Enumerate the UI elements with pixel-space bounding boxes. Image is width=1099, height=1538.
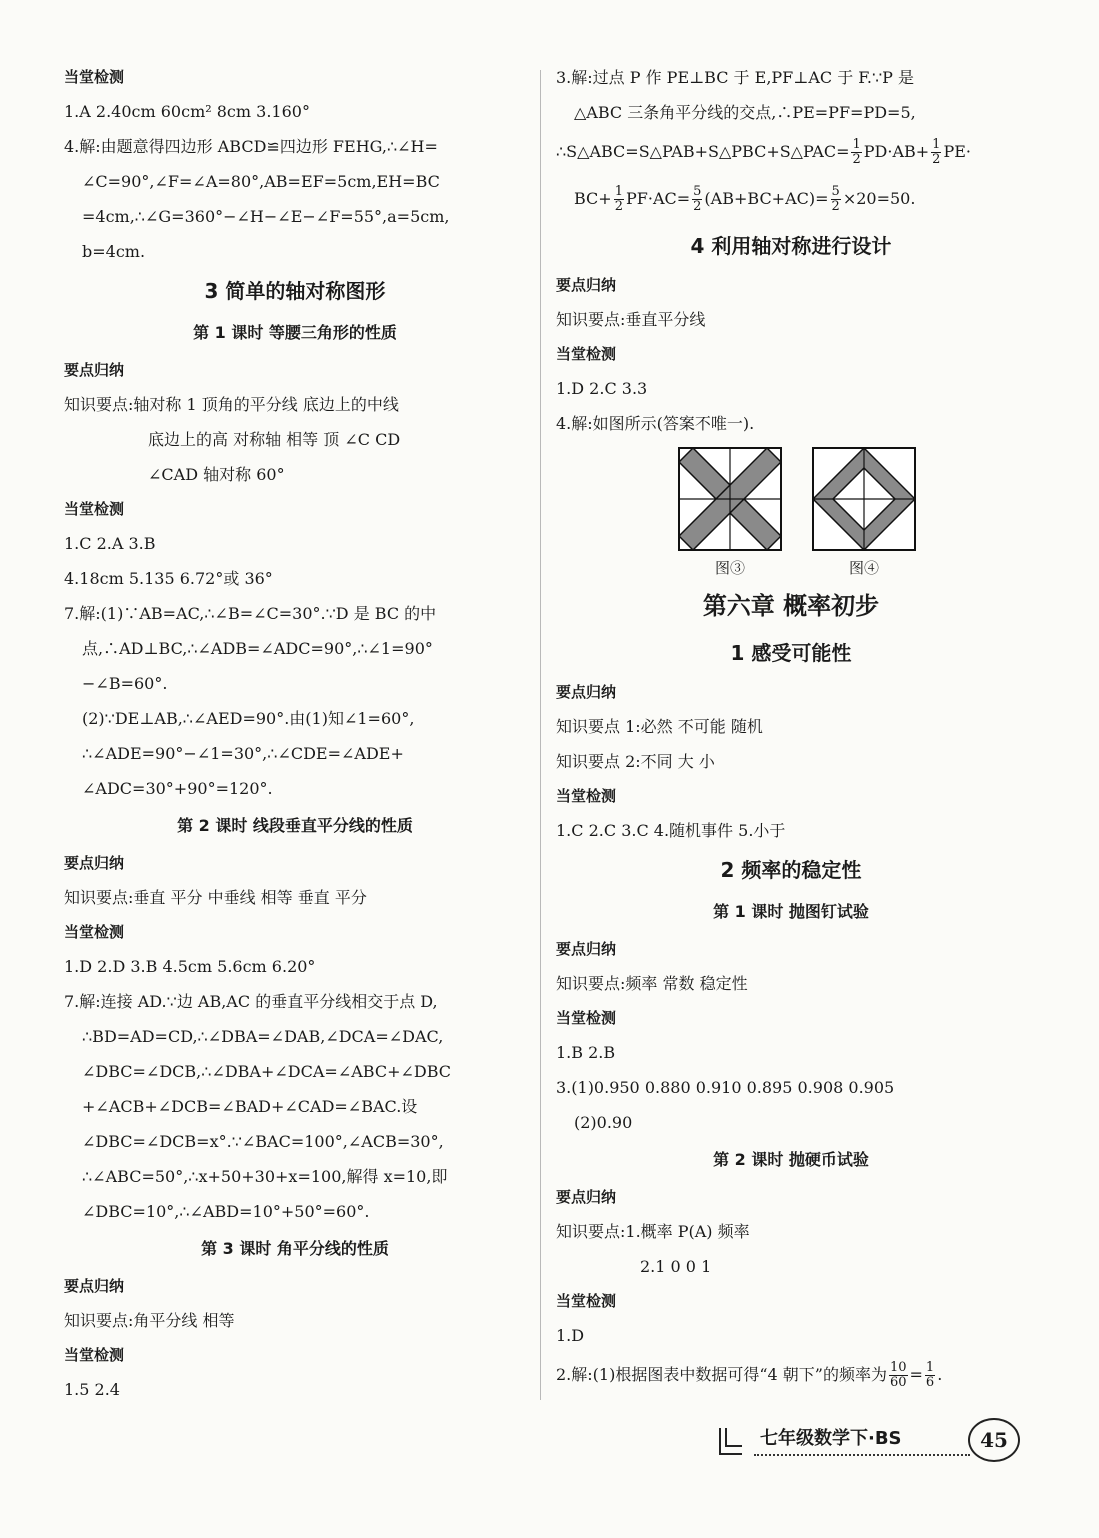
section-title: 3 简单的轴对称图形 bbox=[204, 279, 386, 303]
answer-line: 知识要点:1.概率 P(A) 频率 bbox=[556, 1222, 750, 1241]
area-term: PD·AB+ bbox=[863, 142, 930, 161]
symmetry-figures bbox=[556, 447, 1026, 581]
figure-4 bbox=[812, 447, 916, 581]
area-equation-line-1 bbox=[556, 130, 1026, 174]
answer-line: ∠DBC=10°,∴∠ABD=10°+50°=60°. bbox=[82, 1202, 370, 1221]
answer-line: 知识要点:轴对称 1 顶角的平分线 底边上的中线 bbox=[64, 395, 399, 414]
section-title: 4 利用轴对称进行设计 bbox=[690, 234, 892, 258]
left-column bbox=[64, 60, 526, 1407]
diamond-pattern-figure bbox=[812, 447, 916, 551]
column-divider bbox=[540, 70, 541, 1400]
answer-line: 知识要点:角平分线 相等 bbox=[64, 1311, 235, 1330]
answer-line: 知识要点:频率 常数 稳定性 bbox=[556, 974, 748, 993]
answer-line: ∴∠ABC=50°,∴x+50+30+x=100,解得 x=10,即 bbox=[82, 1167, 448, 1186]
answer-line: 点,∴AD⊥BC,∴∠ADB=∠ADC=90°,∴∠1=90° bbox=[82, 639, 433, 658]
x-pattern-figure bbox=[678, 447, 782, 551]
section-heading: 要点归纳 bbox=[556, 683, 617, 701]
section-heading: 要点归纳 bbox=[64, 854, 125, 872]
section-heading: 当堂检测 bbox=[64, 500, 125, 518]
book-title: 七年级数学下·BS bbox=[760, 1428, 902, 1449]
answer-line: (2)∵DE⊥AB,∴∠AED=90°.由(1)知∠1=60°, bbox=[82, 709, 415, 728]
section-heading: 当堂检测 bbox=[64, 1346, 125, 1364]
lesson-title: 第 1 课时 等腰三角形的性质 bbox=[193, 323, 397, 342]
fraction-one-sixth: $\frac{1}{6}$ bbox=[925, 1360, 935, 1390]
answer-line: 4.18cm 5.135 6.72°或 36° bbox=[64, 569, 273, 588]
answer-line: 1.D 2.C 3.3 bbox=[556, 379, 648, 398]
section-heading: 要点归纳 bbox=[556, 276, 617, 294]
answer-line: ∴BD=AD=CD,∴∠DBA=∠DAB,∠DCA=∠DAC, bbox=[82, 1027, 444, 1046]
answer-line: 1.D 2.D 3.B 4.5cm 5.6cm 6.20° bbox=[64, 957, 316, 976]
page-footer bbox=[718, 1418, 1018, 1478]
frequency-line: 2.解:(1)根据图表中数据可得“4 朝下”的频率为 $\frac{10}{60}$ = $\frac{1}{6}$ . bbox=[556, 1360, 943, 1390]
fraction-ten-sixtieths: $\frac{10}{60}$ bbox=[889, 1360, 907, 1390]
right-column bbox=[556, 60, 1026, 1397]
answer-line: (2)0.90 bbox=[574, 1113, 633, 1132]
answer-line: ∠DBC=∠DCB,∴∠DBA+∠DCA=∠ABC+∠DBC bbox=[82, 1062, 452, 1081]
figure-3-caption: 图③ bbox=[714, 559, 745, 577]
answer-line: 1.C 2.A 3.B bbox=[64, 534, 156, 553]
answer-line: 7.解:(1)∵AB=AC,∴∠B=∠C=30°.∵D 是 BC 的中 bbox=[64, 604, 437, 623]
answer-line: 1.A 2.40cm 60cm² 8cm 3.160° bbox=[64, 102, 310, 121]
answer-line: +∠ACB+∠DCB=∠BAD+∠CAD=∠BAC.设 bbox=[82, 1097, 418, 1116]
answer-line: 4.解:由题意得四边形 ABCD≌四边形 FEHG,∴∠H= bbox=[64, 137, 438, 156]
answer-line: 知识要点 1:必然 不可能 随机 bbox=[556, 717, 763, 736]
section-heading: 当堂检测 bbox=[64, 68, 125, 86]
section-heading: 当堂检测 bbox=[556, 345, 617, 363]
area-term: PE· bbox=[943, 142, 971, 161]
section-heading: 要点归纳 bbox=[556, 1188, 617, 1206]
fraction-five-halves: $\frac{5}{2}$ bbox=[693, 184, 702, 214]
section-heading: 要点归纳 bbox=[556, 940, 617, 958]
area-equation-line-2: BC+ $\frac{1}{2}$ PF·AC= $\frac{5}{2}$ (AB+BC+AC)= $\frac{5}{2}$ ×20=50. bbox=[574, 184, 916, 214]
answer-line: 3.解:过点 P 作 PE⊥BC 于 E,PF⊥AC 于 F.∵P 是 bbox=[556, 68, 915, 87]
section-title: 1 感受可能性 bbox=[730, 641, 852, 665]
answer-line: ∠DBC=∠DCB=x°.∵∠BAC=100°,∠ACB=30°, bbox=[82, 1132, 444, 1151]
answer-line: ∴∠ADE=90°−∠1=30°,∴∠CDE=∠ADE+ bbox=[82, 744, 404, 763]
answer-line: 1.D bbox=[556, 1326, 585, 1345]
chapter-title: 第六章 概率初步 bbox=[702, 592, 880, 620]
answer-line: 1.5 2.4 bbox=[64, 1380, 120, 1399]
page-number: 45 bbox=[968, 1418, 1020, 1462]
answer-line: −∠B=60°. bbox=[82, 674, 168, 693]
answer-line: 3.(1)0.950 0.880 0.910 0.895 0.908 0.905 bbox=[556, 1078, 895, 1097]
answer-line: 1.B 2.B bbox=[556, 1043, 616, 1062]
answer-line: 底边上的高 对称轴 相等 顶 ∠C CD bbox=[148, 430, 401, 449]
lesson-title: 第 3 课时 角平分线的性质 bbox=[201, 1239, 389, 1258]
fraction-five-halves: $\frac{5}{2}$ bbox=[831, 184, 840, 214]
answer-line: 2.1 0 0 1 bbox=[640, 1257, 712, 1276]
answer-line: b=4cm. bbox=[82, 242, 146, 261]
corner-bracket-icon bbox=[718, 1426, 744, 1456]
footer-dotted-line bbox=[754, 1454, 970, 1456]
answer-line: ∠C=90°,∠F=∠A=80°,AB=EF=5cm,EH=BC bbox=[82, 172, 440, 191]
answer-line: ∠ADC=30°+90°=120°. bbox=[82, 779, 273, 798]
section-heading: 要点归纳 bbox=[64, 361, 125, 379]
section-heading: 要点归纳 bbox=[64, 1277, 125, 1295]
fraction-half: $\frac{1}{2}$ bbox=[932, 137, 941, 167]
section-heading: 当堂检测 bbox=[64, 923, 125, 941]
answer-line: 知识要点 2:不同 大 小 bbox=[556, 752, 715, 771]
answer-line: 知识要点:垂直平分线 bbox=[556, 310, 706, 329]
answer-line: ∠CAD 轴对称 60° bbox=[148, 465, 285, 484]
fraction-half: $\frac{1}{2}$ bbox=[852, 137, 861, 167]
answer-line: 4.解:如图所示(答案不唯一). bbox=[556, 414, 755, 433]
lesson-title: 第 1 课时 抛图钉试验 bbox=[713, 902, 869, 921]
fraction-half: $\frac{1}{2}$ bbox=[614, 184, 623, 214]
section-heading: 当堂检测 bbox=[556, 787, 617, 805]
section-title: 2 频率的稳定性 bbox=[720, 858, 862, 882]
answer-line: =4cm,∴∠G=360°−∠H−∠E−∠F=55°,a=5cm, bbox=[82, 207, 450, 226]
answer-line: △ABC 三条角平分线的交点,∴PE=PF=PD=5, bbox=[574, 103, 916, 122]
figure-4-caption: 图④ bbox=[848, 559, 879, 577]
answer-line: 1.C 2.C 3.C 4.随机事件 5.小于 bbox=[556, 821, 786, 840]
figure-3 bbox=[678, 447, 782, 581]
section-heading: 当堂检测 bbox=[556, 1009, 617, 1027]
lesson-title: 第 2 课时 抛硬币试验 bbox=[713, 1150, 869, 1169]
answer-line: 7.解:连接 AD.∵边 AB,AC 的垂直平分线相交于点 D, bbox=[64, 992, 438, 1011]
area-sum: ∴S△ABC=S△PAB+S△PBC+S△PAC= bbox=[556, 142, 850, 161]
answer-line: 知识要点:垂直 平分 中垂线 相等 垂直 平分 bbox=[64, 888, 367, 907]
lesson-title: 第 2 课时 线段垂直平分线的性质 bbox=[177, 816, 413, 835]
section-heading: 当堂检测 bbox=[556, 1292, 617, 1310]
